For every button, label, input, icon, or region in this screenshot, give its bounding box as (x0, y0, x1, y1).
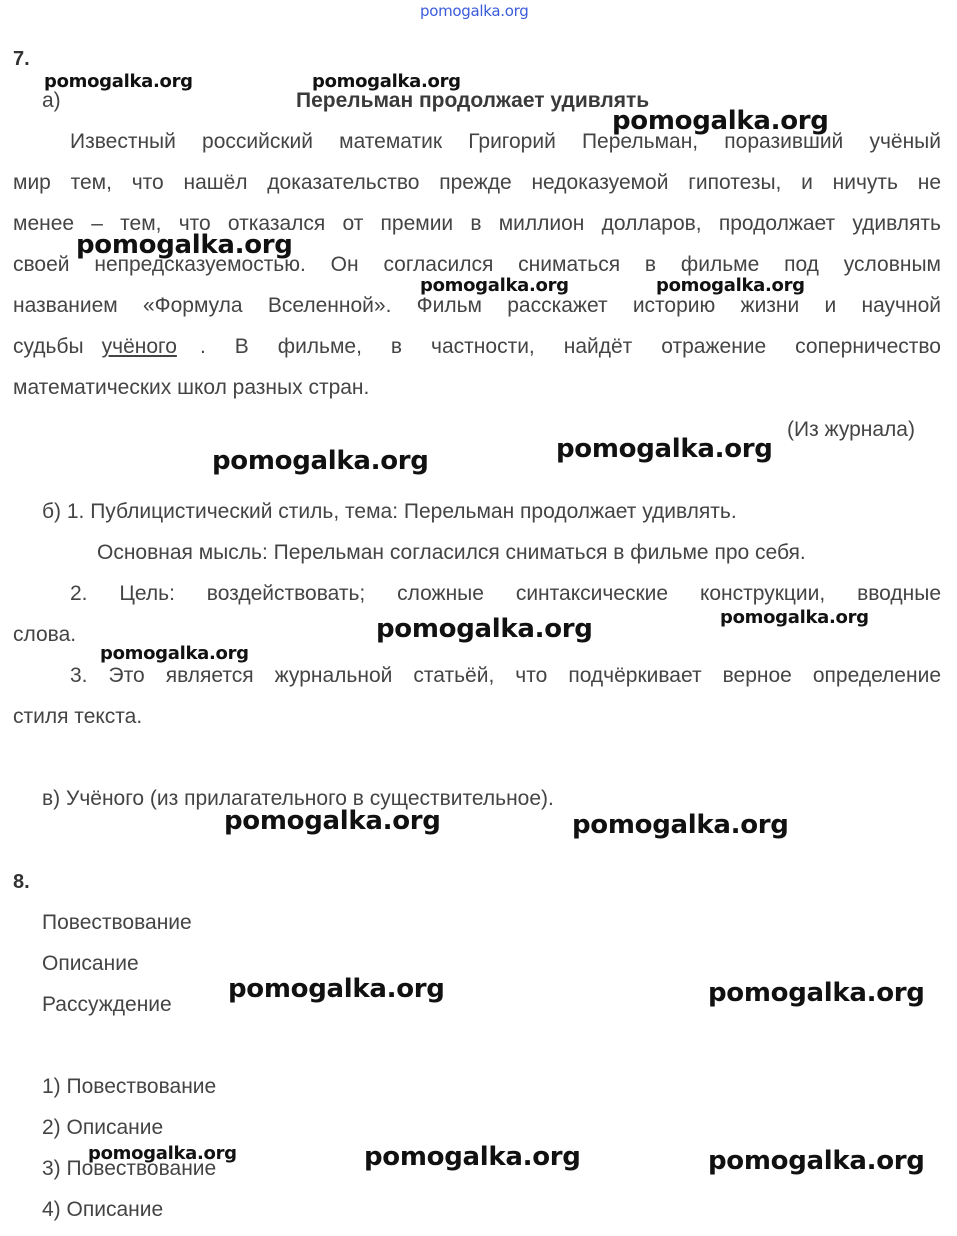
watermark: pomogalka.org (720, 607, 869, 628)
watermark: pomogalka.org (228, 974, 445, 1004)
task-7-number: 7. (13, 48, 30, 70)
watermark: pomogalka.org (420, 275, 569, 296)
article-line-5: названием «Формула Вселенной». Фильм расскажет историю жизни и научной (13, 294, 941, 317)
watermark: pomogalka.org (88, 1143, 237, 1164)
answer-4: 4) Описание (42, 1198, 164, 1221)
part-b-item-1: б) 1. Публицистический стиль, тема: Перельман продолжает удивлять. (42, 500, 737, 523)
article-title: Перельман продолжает удивлять (296, 89, 650, 112)
article-line-7: математических школ разных стран. (13, 376, 370, 399)
part-b-main-idea: Основная мысль: Перельман согласился сниматься в фильме про себя. (97, 541, 806, 564)
watermark: pomogalka.org (656, 275, 805, 296)
article-line-3: менее – тем, что отказался от премии в миллион долларов, продолжает удивлять (13, 212, 941, 235)
watermark: pomogalka.org (44, 71, 193, 92)
part-c: в) Учёного (из прилагательного в существительное). (42, 787, 554, 810)
type-1: Повествование (42, 911, 192, 934)
article-line-6-start: судьбы (13, 335, 84, 358)
watermark: pomogalka.org (100, 643, 249, 664)
part-b-item-2: 2. Цель: воздействовать; сложные синтаксические конструкции, вводные (70, 582, 941, 605)
watermark: pomogalka.org (612, 106, 829, 136)
watermark: pomogalka.org (76, 230, 293, 260)
watermark: pomogalka.org (708, 1146, 925, 1176)
watermark: pomogalka.org (312, 71, 461, 92)
watermark: pomogalka.org (708, 978, 925, 1008)
answer-3: 3) Повествование (42, 1157, 217, 1180)
underlined-word: учёного (101, 335, 177, 358)
article-line-2: мир тем, что нашёл доказательство прежде недоказуемой гипотезы, и ничуть не (13, 171, 941, 194)
article-line-1: Известный российский математик Григорий Перельман, поразивший учёный (70, 130, 941, 153)
watermark: pomogalka.org (376, 614, 593, 644)
part-a-label: а) (42, 89, 61, 112)
watermark: pomogalka.org (364, 1142, 581, 1172)
article-line-6-end: . В фильме, в частности, найдёт отражение соперничество (200, 332, 941, 362)
article-line-4: своей непредсказуемостью. Он согласился сниматься в фильме под условным (13, 253, 941, 276)
task-8-number: 8. (13, 871, 30, 893)
watermark: pomogalka.org (556, 434, 773, 464)
type-2: Описание (42, 952, 139, 975)
watermark: pomogalka.org (572, 810, 789, 840)
part-b-item-3: 3. Это является журнальной статьёй, что подчёркивает верное определение (70, 664, 941, 687)
header-site-watermark: pomogalka.org (420, 2, 529, 20)
watermark: pomogalka.org (212, 446, 429, 476)
article-source: (Из журнала) (787, 418, 915, 441)
type-3: Рассуждение (42, 993, 172, 1016)
answer-1: 1) Повествование (42, 1075, 217, 1098)
part-b-item-3-cont: стиля текста. (13, 705, 143, 728)
answer-2: 2) Описание (42, 1116, 164, 1139)
part-b-item-2-cont: слова. (13, 623, 77, 646)
watermark: pomogalka.org (224, 806, 441, 836)
